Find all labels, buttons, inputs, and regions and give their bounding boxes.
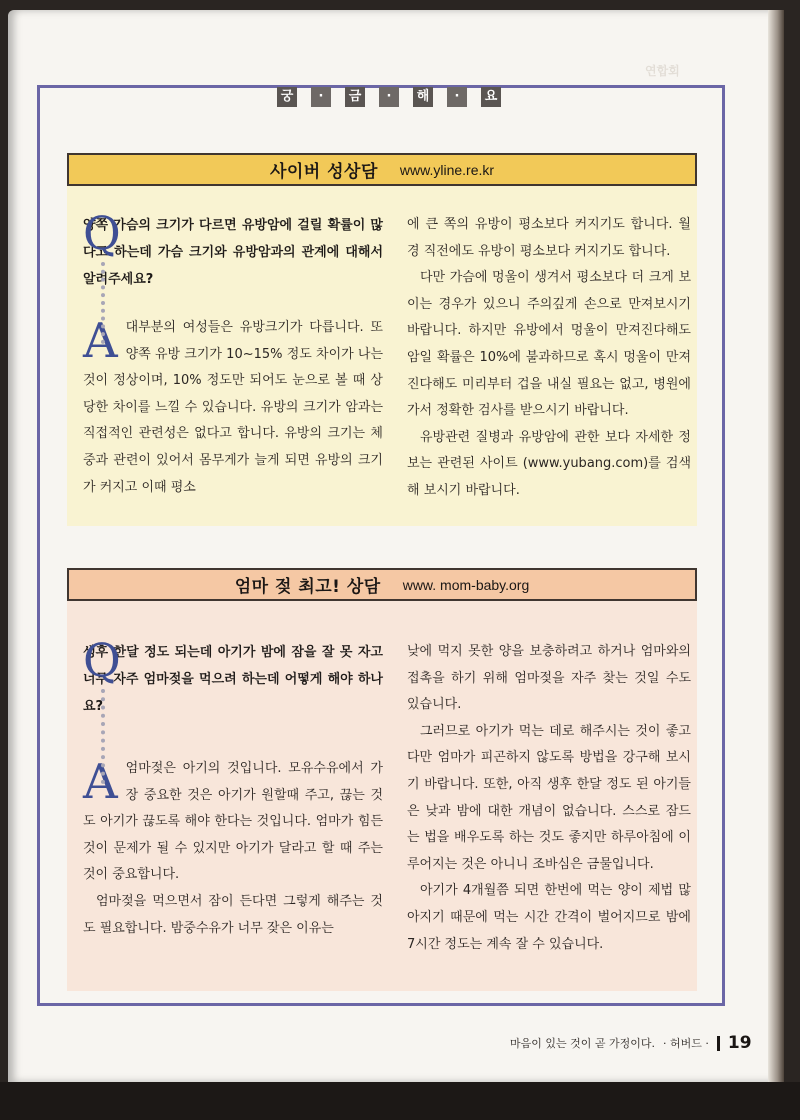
answer-paragraph: 에 큰 쪽의 유방이 평소보다 커지기도 합니다. 월경 직전에도 유방이 평소보다 커지기도 합니다.	[407, 217, 691, 259]
answer-paragraph: 엄마젖을 먹으면서 잠이 든다면 그렇게 해주는 것도 필요합니다. 밤중수유가 너무 잦은 이유는	[83, 893, 383, 936]
answer-paragraph: 대부분의 여성들은 유방크기가 다릅니다. 또 양쪽 유방 크기가 10~15% 정도 차이가 나는 것이 정상이며, 10% 정도만 되어도 눈으로 볼 때 상당한 차이를 느낄 수 있습니다. 유방의 크기가 암과는 직접적인 관련성은 없다고 합니다. 유방의 크기는 체중과 관련이 있어서 몸무게가 늘게 되면 유방의 크기가 커지고 이때 평소	[83, 320, 383, 495]
answer-block	[83, 315, 383, 501]
section-url-link[interactable]: www. mom-baby.org	[402, 576, 530, 593]
section-title: 사이버 성상담	[269, 162, 378, 182]
answer-paragraph: 다만 가슴에 멍울이 생겨서 평소보다 더 크게 보이는 경우가 있으니 주의깊게 손으로 만져보시기 바랍니다. 하지만 유방에서 멍울이 만져진다해도 암일 확률은 10%에 불과하므로 혹시 멍울이 만져진다해도 미리부터 겁을 내실 필요는 없고, 병원에 가서 정확한 검사를 받으시기 바랍니다.	[407, 270, 691, 419]
question-block	[83, 633, 383, 720]
title-char: 궁	[277, 87, 297, 107]
section-body-breastfeeding-counsel	[67, 601, 697, 991]
question-block	[83, 206, 383, 293]
section-url-link[interactable]: www.yline.re.kr	[399, 161, 495, 178]
q-letter-icon: Q	[83, 206, 121, 260]
section-title-tabs	[277, 87, 515, 107]
question-text: 생후 한달 정도 되는데 아기가 밤에 잠을 잘 못 자고 너무 자주 엄마젖을 먹으려 하는데 어떻게 해야 하나요?	[83, 645, 383, 714]
scan-background	[0, 1082, 800, 1120]
q-letter-icon: Q	[83, 633, 121, 687]
question-text: 양쪽 가슴의 크기가 다르면 유방암에 걸릴 확률이 많다고 하는데 가슴 크기와 유방암과의 관계에 대해서 알려주세요?	[83, 218, 383, 287]
a-letter-icon: A	[83, 754, 118, 810]
answer-paragraph: 낮에 먹지 못한 양을 보충하려고 하거나 엄마와의 접촉을 하기 위해 엄마젖을 자주 찾는 것일 수도 있습니다.	[407, 644, 691, 713]
section-header-cyber-counsel	[67, 153, 697, 186]
title-separator: ·	[447, 87, 467, 107]
title-separator: ·	[311, 87, 331, 107]
answer-paragraph: 엄마젖은 아기의 것입니다. 모유수유에서 가장 중요한 것은 아기가 원할때 주고, 끊는 것도 아기가 끊도록 해야 한다는 것입니다. 엄마가 힘든것이 문제가 될 수 있지만 아기가 달라고 할 때 주는 것이 중요합니다.	[83, 761, 383, 883]
right-column	[407, 639, 691, 958]
section-body-cyber-counsel	[67, 186, 697, 526]
section-title: 엄마 젖 최고! 상담	[234, 577, 381, 597]
page-number: 19	[727, 1033, 752, 1053]
answer-paragraph: 그러므로 아기가 먹는 데로 해주시는 것이 좋고 다만 엄마가 피곤하지 않도록 방법을 강구해 보시기 바랍니다. 또한, 아직 생후 한달 정도 된 아기들은 낮과 밤에 대한 개념이 없습니다. 스스로 잠드는 법을 배우도록 하는 것도 좋지만 하루아침에 이루어지는 것은 아니니 조바심은 금물입니다.	[407, 723, 691, 872]
left-column	[83, 633, 383, 942]
footer-divider	[717, 1036, 720, 1051]
dotted-connector	[101, 689, 109, 784]
ghost-logo: 연합회	[645, 64, 680, 78]
answer-paragraph: 아기가 4개월쯤 되면 한번에 먹는 양이 제법 많아지기 때문에 먹는 시간 간격이 벌어지므로 밤에 7시간 정도는 계속 잘 수 있습니다.	[407, 883, 691, 952]
title-char: 해	[413, 87, 433, 107]
dotted-connector	[101, 262, 109, 344]
left-column	[83, 206, 383, 501]
answer-paragraph: 유방관련 질병과 유방암에 관한 보다 자세한 정보는 관련된 사이트 (www.yubang.com)를 검색해 보시기 바랍니다.	[407, 429, 691, 498]
title-char: 금	[345, 87, 365, 107]
a-letter-icon: A	[83, 313, 118, 369]
answer-block	[83, 756, 383, 942]
page-footer	[510, 1033, 752, 1053]
footer-quote: 마음이 있는 것이 곧 가정이다.	[510, 1037, 655, 1050]
page-spine-shadow	[768, 10, 784, 1082]
title-char: 요	[481, 87, 501, 107]
title-separator: ·	[379, 87, 399, 107]
section-header-breastfeeding-counsel	[67, 568, 697, 601]
footer-author: · 허버드 ·	[663, 1037, 709, 1050]
right-column	[407, 212, 691, 505]
